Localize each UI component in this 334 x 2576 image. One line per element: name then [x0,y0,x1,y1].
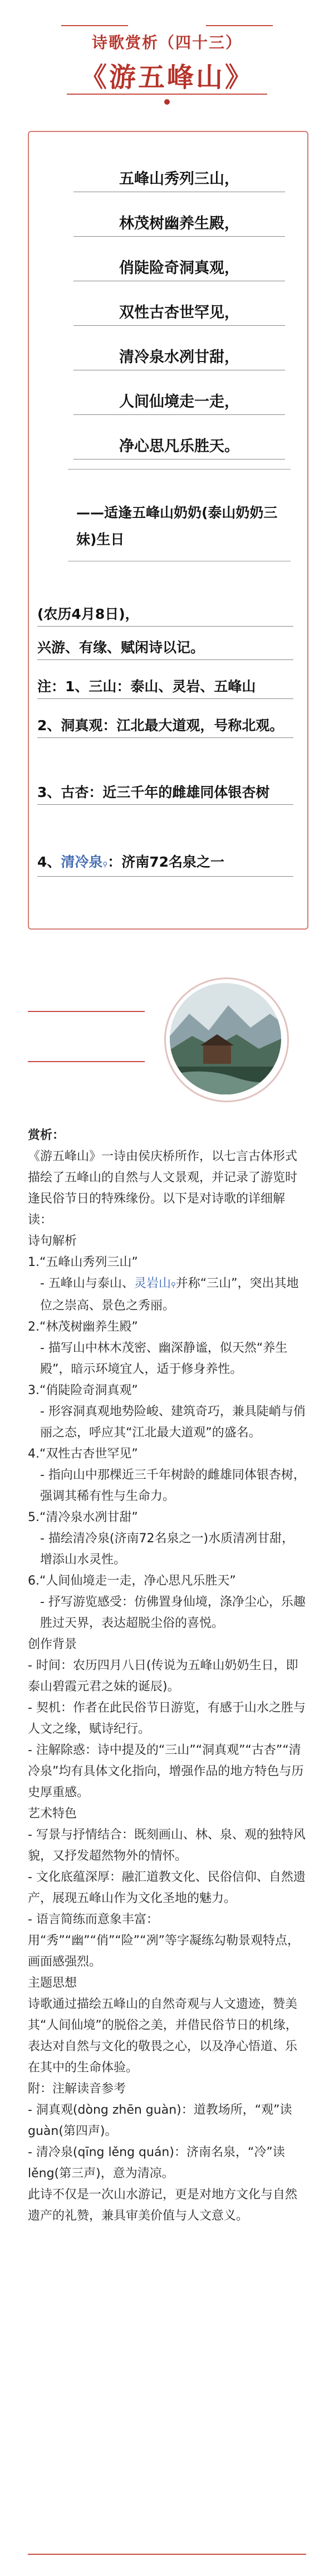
header-deco-line-left [61,25,128,26]
header-underline [67,94,267,95]
conclusion: 此诗不仅是一次山水游记，更是对地方文化与自然遗产的礼赞，兼具审美价值与人文意义。 [28,2188,298,2223]
landscape-image [170,983,281,1094]
poem-line-6: 人间仙境走一走， [73,389,285,415]
line-desc-6: - 抒写游览感受：仿佛置身仙境，涤净尘心，乐趣胜过天界，表达超脱尘俗的喜悦。 [40,1595,306,1630]
poem-line-2: 林茂树幽养生殿， [73,211,285,237]
line-desc-5: - 描绘清冷泉(济南72名泉之一)水质清冽甘甜，增添山水灵性。 [40,1532,294,1567]
pronunciation-2: - 清冷泉(qīng lěng quán)：济南名泉，“冷”读lěng(第三声)，意为清凉。 [28,2145,285,2181]
search-icon: ⚲ [170,1281,176,1289]
note-4-prefix: 4、 [37,854,61,870]
line-title-3: 3.“俏陡险奇洞真观” [28,1384,138,1397]
section-heading-theme: 主题思想 [28,1976,77,1990]
section-heading-art: 艺术特色 [28,1807,77,1821]
bottom-divider [28,2554,306,2555]
note-4-link[interactable]: 清冷泉 [61,854,103,870]
poem-separator [68,469,291,470]
header-subtitle: 诗歌赏析（四十三） [91,33,242,52]
poem-box [28,131,308,930]
lingyan-link[interactable]: 灵岩山 [134,1277,171,1291]
line-title-5: 5.“清冷泉水冽甘甜” [28,1511,138,1524]
line-title-6: 6.“人间仙境走一走，净心思凡乐胜天” [28,1574,236,1588]
poem-line-4: 双性古杏世罕见， [73,300,285,326]
line-desc-1 [28,1273,306,1317]
section-heading-background: 创作背景 [28,1638,77,1651]
analysis-intro: 《游五峰山》一诗由侯庆桥所作，以七言古体形式描绘了五峰山的自然与人文景观，并记录了游览时逢民俗节日的特殊缘份。以下是对诗歌的详细解读： [28,1150,298,1227]
search-icon: ⚲ [102,861,108,868]
note-4 [37,850,293,877]
line-desc-1-c: 并称“三山”，突出其地位之崇高、景色之秀丽。 [40,1277,299,1313]
image-side-line-2 [28,1061,145,1062]
line-title-2: 2.“林茂树幽养生殿” [28,1320,138,1334]
background-time: - 时间：农历四月八日(传说为五峰山奶奶生日，即泰山碧霞元君之妹的诞辰)。 [28,1659,298,1694]
header-title: 《游五峰山》 [80,62,254,93]
attribution-note: 兴游、有缘、赋闲诗以记。 [37,636,293,660]
poem-line-7: 净心思凡乐胜天。 [73,434,285,460]
analysis-heading: 赏析： [28,1128,65,1142]
pronunciation-1: - 洞真观(dòng zhēn guàn)：道教场所，“观”读guàn(第四声)。 [28,2103,292,2138]
art-feature-3: - 语言简练而意象丰富：用“秀”“幽”“俏”“险”“冽”等字凝练勾勒景观特点，画面感强烈。 [28,1913,299,1969]
note-1: 注：1、三山：泰山、灵岩、五峰山 [37,675,293,699]
poem-line-3: 俏陡险奇洞真观， [73,256,285,281]
note-2: 2、洞真观：江北最大道观，号称北观。 [37,714,293,738]
background-notes: - 注解除惑：诗中提及的“三山”“洞真观”“古杏”“清冷泉”均有具体文化指向，增强作品的地方特色与历史厚重感。 [28,1743,304,1800]
poem-line-1: 五峰山秀列三山， [73,167,285,192]
line-desc-2: - 描写山中林木茂密、幽深静谧，似天然“养生殿”，暗示环境宜人，适于修身养性。 [40,1341,288,1376]
poem-line-5: 清冷泉水冽甘甜， [73,345,285,370]
header [0,0,334,100]
analysis-section [28,1125,306,2227]
poem-attribution: ——适逢五峰山奶奶(泰山奶奶三妹)生日 [76,505,278,548]
line-desc-3: - 形容洞真观地势险峻、建筑奇巧，兼具陡峭与俏丽之态，呼应其“江北最大道观”的盛名。 [40,1405,306,1440]
header-deco-dot [164,99,170,105]
note-3: 3、古杏：近三千年的雌雄同体银杏树 [37,781,293,805]
image-side-line-1 [28,1011,145,1012]
attribution-date: (农历4月8日)， [37,603,293,627]
note-4-suffix: ：济南72名泉之一 [107,854,225,870]
background-occasion: - 契机：作者在此民俗节日游览，有感于山水之胜与人文之缘，赋诗纪行。 [28,1701,306,1736]
line-title-4: 4.“双性古杏世罕见” [28,1447,138,1461]
header-deco-line-right [206,25,273,26]
line-desc-4: - 指向山中那棵近三千年树龄的雌雄同体银杏树，强调其稀有性与生命力。 [40,1468,306,1503]
theme-text: 诗歌通过描绘五峰山的自然奇观与人文遗迹，赞美其“人间仙境”的脱俗之美，并借民俗节日的机缘，表达对自然与文化的敬畏之心，以及净心悟道、乐在其中的生命体验。 [28,1997,298,2075]
art-feature-1: - 写景与抒情结合：既刻画山、林、泉、观的独特风貌，又抒发超然物外的情怀。 [28,1828,306,1863]
section-heading-lines: 诗句解析 [28,1234,77,1248]
landscape-illustration [170,983,281,1094]
section-heading-pronunciation: 附：注解读音参考 [28,2082,126,2096]
line-title-1: 1.“五峰山秀列三山” [28,1255,138,1269]
line-desc-1-a: - 五峰山与泰山、 [40,1277,134,1291]
art-feature-2: - 文化底蕴深厚：融汇道教文化、民俗信仰、自然遗产，展现五峰山作为文化圣地的魅力。 [28,1870,306,1905]
